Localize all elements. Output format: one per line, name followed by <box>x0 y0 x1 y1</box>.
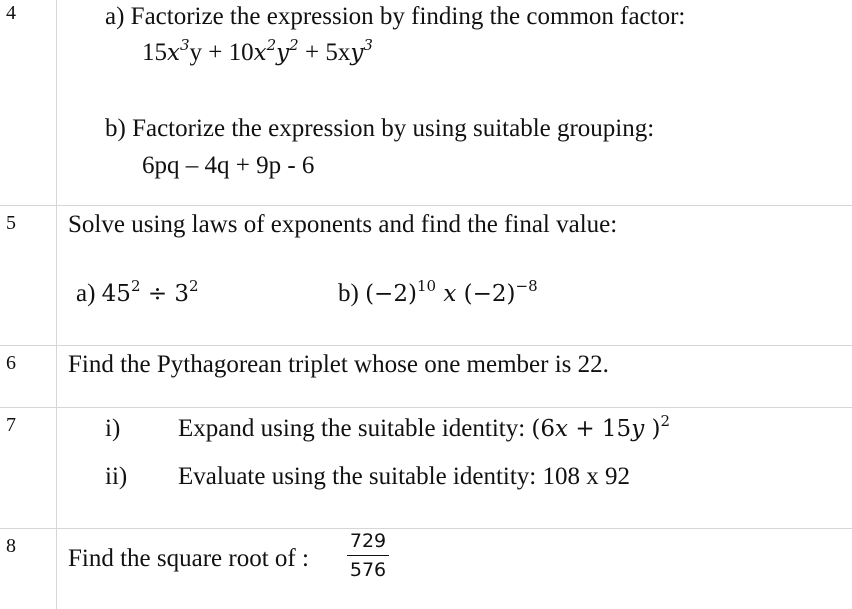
fraction-numerator: 729 <box>349 530 387 552</box>
fraction-bar <box>347 555 389 556</box>
q4-part-b <box>105 116 654 141</box>
q4-b-label: b) <box>105 115 126 142</box>
q7-ii-text: Evaluate using the suitable identity: 108 x 92 <box>178 463 631 490</box>
column-divider <box>56 0 57 609</box>
fraction-denominator: 576 <box>349 559 387 581</box>
q4-a-text: Factorize the expression by finding the common factor: <box>130 3 686 30</box>
q4-part-a <box>105 4 685 29</box>
row-divider <box>0 407 852 408</box>
q5-text: Solve using laws of exponents and find the final value: <box>68 211 618 238</box>
q7-ii-label: ii) <box>105 463 128 490</box>
q6-text: Find the Pythagorean triplet whose one member is 22. <box>68 351 609 378</box>
q4-a-expression: $15x^3y + 10x^2y^2 + 5xy^3$ <box>142 36 373 66</box>
q4-b-expression: 6pq – 4q + 9p - 6 <box>142 152 315 179</box>
q7-i-label: i) <box>105 415 121 442</box>
q8-fraction <box>347 530 389 581</box>
q7-i-text: Expand using the suitable identity: (6x + 15y )$^2$ <box>178 412 671 442</box>
question-number: 5 <box>6 212 16 234</box>
question-number: 8 <box>6 535 16 557</box>
q4-b-text: Factorize the expression by using suitable grouping: <box>132 115 655 142</box>
question-number: 7 <box>6 414 16 436</box>
row-divider <box>0 345 852 346</box>
question-number: 6 <box>6 352 16 374</box>
q5-part-a: a) $45^2 \div 3^2$ <box>76 277 199 307</box>
question-number: 4 <box>6 2 16 24</box>
q4-a-label: a) <box>105 3 125 30</box>
row-divider <box>0 205 852 206</box>
q5-part-b: b) $(-2)^{10}$ x $(-2)^{-8}$ <box>338 277 538 307</box>
q8-text: Find the square root of : <box>68 545 309 572</box>
row-divider <box>0 528 852 529</box>
